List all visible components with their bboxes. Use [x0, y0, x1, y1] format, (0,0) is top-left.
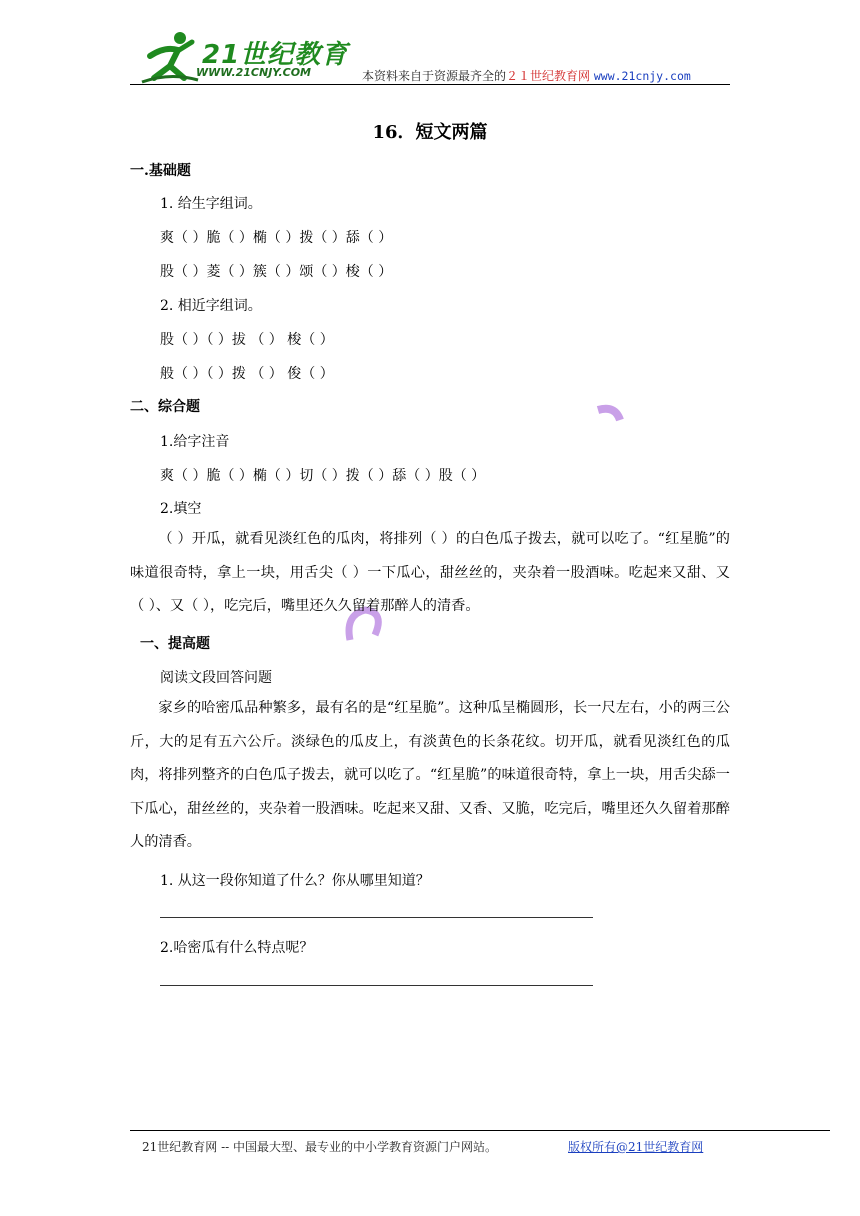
s2-fill-text: （ ）开瓜，就看见淡红色的瓜肉，将排列（ ）的白色瓜子拨去，就可以吃了。“红星脆”的味道很奇特，拿上一块，用舌尖（ ）一下瓜心，甜丝丝的，夹杂着一股酒味。吃起来又甜、又（ ）、又（ ），吃完后，嘴里还久久留着那醉人的清香。: [130, 531, 730, 614]
s1-q1-row2: 股（ ）菱（ ）簇（ ）颂（ ）梭（ ）: [160, 264, 393, 280]
s2-q2-label: 2.填空: [160, 501, 202, 517]
header-note-prefix: 本资料来自于资源最齐全的: [362, 69, 507, 83]
s2-q1-label: 1.给字注音: [160, 434, 230, 450]
footer-text: 21世纪教育网 -- 中国最大型、最专业的中小学教育资源门户网站。: [142, 1140, 498, 1154]
s1-q2-label: 2. 相近字组词。: [160, 298, 262, 314]
s3-passage: 家乡的哈密瓜品种繁多，最有名的是“红星脆”。这种瓜呈椭圆形，长一尺左右，小的两三公斤，大的足有五六公斤。淡绿色的瓜皮上，有淡黄色的长条花纹。切开瓜，就看见淡红色的瓜肉，将排列整齐的白色瓜子拨去，就可以吃了。“红星脆”的味道很奇特，拿上一块，用舌尖舔一下瓜心，甜丝丝的，夹杂着一股酒味。吃起来又甜、又香、又脆，吃完后，嘴里还久久留着那醉人的清香。: [130, 700, 730, 850]
header-note-site[interactable]: ２１世纪教育网: [506, 69, 591, 83]
s3-q2: 2.哈密瓜有什么特点呢？: [160, 940, 314, 956]
section3-heading: 一、提高题: [140, 636, 210, 652]
page-title: 16．短文两篇: [372, 122, 488, 143]
header-divider: [130, 84, 730, 85]
site-logo: [140, 28, 349, 88]
s3-instruction: 阅读文段回答问题: [160, 670, 272, 686]
runner-logo-icon: [140, 28, 200, 88]
s1-q2-row2: 般（ ）（ ）拨 （ ） 俊（ ）: [160, 366, 334, 382]
s3-q1-answer-line[interactable]: [160, 917, 593, 918]
s3-q1: 1. 从这一段你知道了什么？你从哪里知道？: [160, 873, 430, 889]
s3-q2-answer-line[interactable]: [160, 985, 593, 986]
footer-divider: [130, 1130, 830, 1131]
header-note-url[interactable]: www.21cnjy.com: [593, 69, 691, 83]
s1-q2-row1: 股（ ）（ ）拔 （ ） 梭（ ）: [160, 332, 334, 348]
s1-q1-label: 1. 给生字组词。: [160, 196, 262, 212]
section1-heading: 一.基础题: [130, 163, 191, 179]
footer-copyright-link[interactable]: 版权所有@21世纪教育网: [568, 1140, 704, 1154]
s1-q1-row1: 爽（ ）脆（ ）椭（ ）拨（ ）舔（ ）: [160, 230, 393, 246]
section2-heading: 二、综合题: [130, 399, 200, 415]
header-note: [362, 67, 691, 84]
s2-q1-row: 爽（ ）脆（ ）椭（ ）切（ ）拨（ ）舔（ ）股（ ）: [160, 468, 486, 484]
logo-url: WWW.21CNJY.COM: [196, 66, 311, 79]
logo-text: 21世纪教育: [202, 40, 349, 70]
